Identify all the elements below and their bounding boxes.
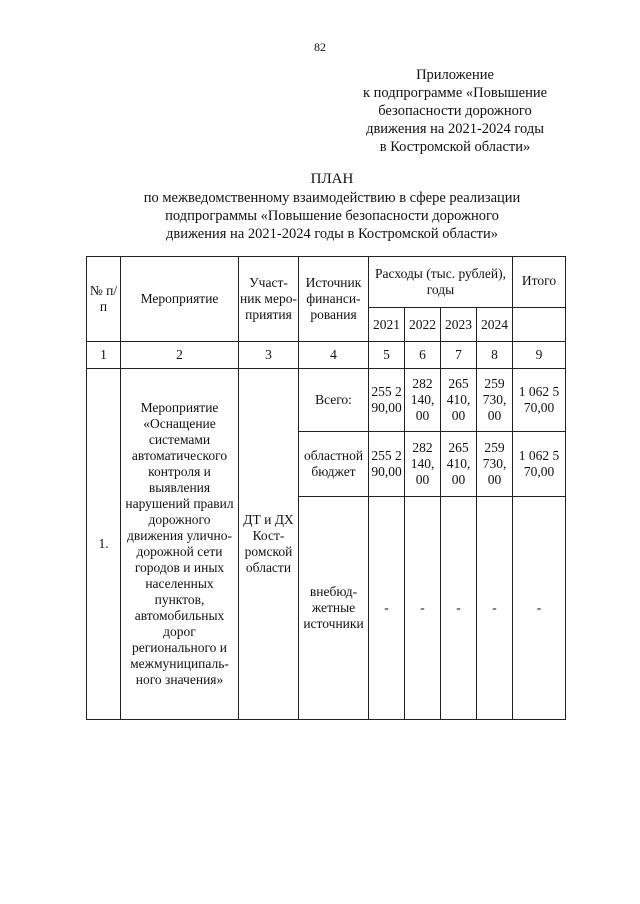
header-expenses: Расходы (тыс. рублей), годы — [369, 257, 513, 308]
amount-cell: 255 2 90,00 — [369, 369, 405, 432]
header-source: Источник финанси- рования — [299, 257, 369, 342]
subtitle-line: движения на 2021-2024 годы в Костромской области» — [166, 226, 498, 242]
amount-cell: - — [441, 497, 477, 720]
index-cell: 9 — [513, 342, 566, 369]
header-total: Итого — [513, 257, 566, 308]
participant: ДТ и ДХ Кост- ромской области — [239, 369, 299, 720]
appendix-line: безопасности дорожного — [378, 103, 532, 119]
amount-cell: - — [405, 497, 441, 720]
header-event: Мероприятие — [121, 257, 239, 342]
index-cell: 1 — [87, 342, 121, 369]
index-cell: 4 — [299, 342, 369, 369]
appendix-line: движения на 2021-2024 годы — [366, 121, 544, 137]
header-row — [87, 257, 566, 308]
amount-cell: 259 730, 00 — [477, 432, 513, 497]
index-cell: 7 — [441, 342, 477, 369]
subtitle-line: подпрограммы «Повышение безопасности дорожного — [165, 208, 499, 224]
amount-cell: - — [369, 497, 405, 720]
total-cell: 1 062 5 70,00 — [513, 432, 566, 497]
plan-table — [86, 256, 566, 720]
appendix-line: в Костромской области» — [379, 139, 531, 155]
amount-cell: 282 140, 00 — [405, 369, 441, 432]
source-name: Всего: — [299, 369, 369, 432]
amount-cell: 255 2 90,00 — [369, 432, 405, 497]
year-cell: 2022 — [405, 308, 441, 342]
index-cell: 3 — [239, 342, 299, 369]
total-cell: - — [513, 497, 566, 720]
year-cell: 2021 — [369, 308, 405, 342]
amount-cell: 282 140, 00 — [405, 432, 441, 497]
table-row — [87, 369, 566, 432]
year-cell: 2024 — [477, 308, 513, 342]
index-cell: 6 — [405, 342, 441, 369]
total-cell: 1 062 5 70,00 — [513, 369, 566, 432]
index-cell: 8 — [477, 342, 513, 369]
amount-cell: 265 410, 00 — [441, 369, 477, 432]
subtitle-line: по межведомственному взаимодействию в сфере реализации — [143, 190, 521, 206]
index-cell: 5 — [369, 342, 405, 369]
page-number: 82 — [314, 40, 326, 54]
row-number: 1. — [87, 369, 121, 720]
amount-cell: 265 410, 00 — [441, 432, 477, 497]
source-name: областной бюджет — [299, 432, 369, 497]
appendix-caption — [350, 66, 560, 156]
amount-cell: - — [477, 497, 513, 720]
year-cell-empty — [513, 308, 566, 342]
index-cell: 2 — [121, 342, 239, 369]
header-participant: Участ- ник меро- приятия — [239, 257, 299, 342]
appendix-line: Приложение — [416, 67, 494, 83]
year-cell: 2023 — [441, 308, 477, 342]
plan-title: ПЛАН — [310, 171, 354, 187]
plan-subtitle — [0, 189, 640, 243]
column-index-row — [87, 342, 566, 369]
amount-cell: 259 730, 00 — [477, 369, 513, 432]
header-num: № п/п — [87, 257, 121, 342]
source-name: внебюд- жетные источники — [299, 497, 369, 720]
appendix-line: к подпрограмме «Повышение — [362, 85, 548, 101]
event-description: Мероприятие «Оснащение системами автоматического контроля и выявления нарушений правил дорожного движения улично- дорожной сети городов и иных населенных пунктов, автомобильных дорог регионального и межмуниципаль- ного значения» — [121, 369, 239, 720]
